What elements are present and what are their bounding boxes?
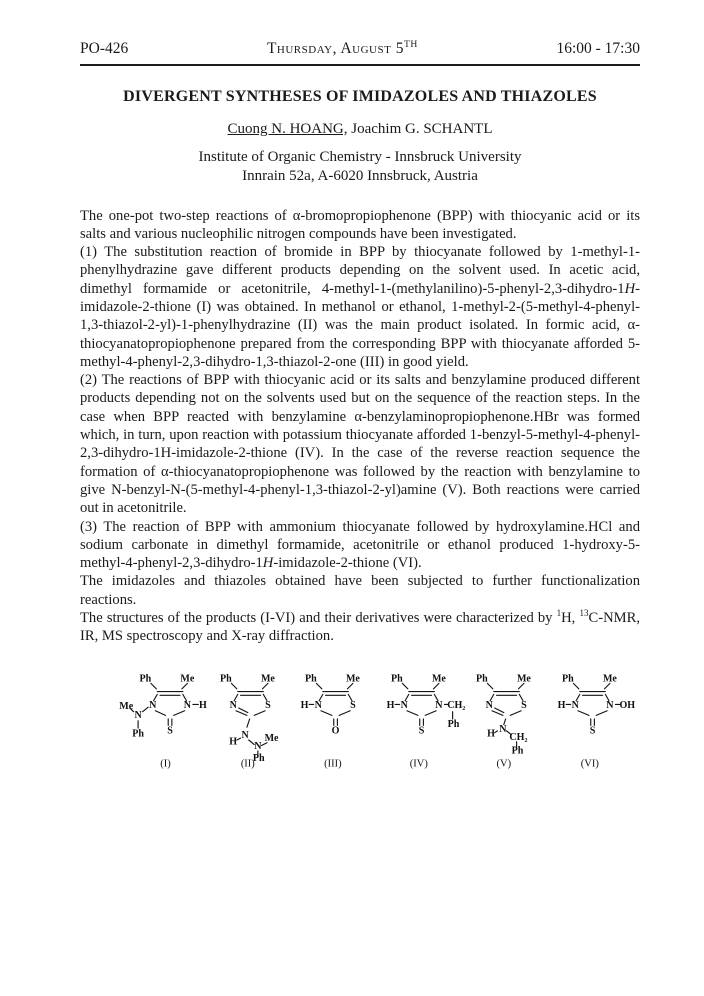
atom-benzyl-phenyl: Ph xyxy=(447,718,460,730)
abstract-paragraph: (1) The substitution reaction of bromide in BPP by thiocyanate followed by 1-methyl-1-phenylhydrazine gave different products depending on the solvent used. In acetic acid, dimethyl formamide or acetonitrile, 4-methyl-1-(methylanilino)-5-phenyl-2,3-dihydro-1H-imidazole-2-thione (I) was obtained. In methanol or ethanol, 1-methyl-2-(5-methyl-4-phenyl-1,3-thiazol-2-yl)-1-phenylhydrazine (II) was the main product isolated. In formic acid, α-thiocyanatopropiophenone prepared from the corresponding BPP with thiocyanate afforded 5-methyl-4-phenyl-2,3-dihydro-1,3-thiazol-2-one (III) in good yield. xyxy=(80,244,640,370)
atom-s-right: S xyxy=(521,699,528,711)
session-date-text: Thursday, August 5 xyxy=(266,40,404,57)
session-code: PO-426 xyxy=(80,40,129,57)
presenting-author: Cuong N. HOANG, xyxy=(227,121,348,137)
atom-s-right: S xyxy=(350,699,356,711)
atom-phenyl: Ph xyxy=(305,673,317,685)
atom-benzyl-ch2: CH₂ xyxy=(509,731,528,743)
structure-IV xyxy=(375,666,466,772)
atom-exo-n1: N xyxy=(241,729,249,741)
atom-benzyl-phenyl: Ph xyxy=(512,745,524,757)
atom-exo-phenyl: Ph xyxy=(132,727,144,739)
atom-exo-n2: N xyxy=(253,740,262,752)
atom-thione-s: S xyxy=(589,725,596,737)
structure-label: (V) xyxy=(496,758,512,770)
atom-phenyl: Ph xyxy=(219,673,232,685)
atom-thione-s: S xyxy=(418,725,425,737)
atom-h: H xyxy=(199,699,207,711)
abstract-paragraph: (2) The reactions of BPP with thiocyanic acid or its salts and benzylamine produced different products depending not on the solvents used but on the sequence of the reaction steps. In the case when BPP reacted with benzylamine α-benzylaminopropiophenone.HBr was formed which, in turn, upon reaction with potassium thiocyanate afforded 1-benzyl-5-methyl-4-phenyl-2,3-dihydro-1H-imidazole-2-thione (IV). In the case of the reverse reaction sequence the formation of α-thiocyanatopropiophenone was followed by the reaction with benzylamine to give N-benzyl-N-(5-methyl-4-phenyl-1,3-thiazol-2-yl)amine (V). Both reactions were carried out in acetonitrile. xyxy=(80,372,640,517)
session-date-ordinal: TH xyxy=(403,38,418,50)
atom-exo-methyl: Me xyxy=(119,700,134,712)
atom-n-left: N xyxy=(571,699,579,711)
structure-III xyxy=(289,666,373,772)
atom-s-right: S xyxy=(264,699,271,711)
atom-n-right: N xyxy=(606,699,614,711)
structure-label: (IV) xyxy=(409,758,428,770)
structure-I xyxy=(118,666,207,772)
atom-exo-n: N xyxy=(499,723,507,735)
abstract-paragraph: The one-pot two-step reactions of α-bromopropiophenone (BPP) with thiocyanic acid or its salts and various nucleophilic nitrogen compounds have been investigated. xyxy=(80,207,640,242)
session-header xyxy=(80,40,640,66)
atom-benzyl-ch2: CH₂ xyxy=(447,699,466,711)
atom-n-left: N xyxy=(314,699,323,711)
abstract-paragraph: The structures of the products (I-VI) and their derivatives were characterized by $^1$H, $^{13}$C-NMR, IR, MS spectroscopy and X-ray diffraction. xyxy=(80,608,641,645)
atom-phenyl: Ph xyxy=(390,673,403,685)
atom-methyl: Me xyxy=(602,673,617,685)
atom-h: H xyxy=(557,699,566,711)
atom-methyl: Me xyxy=(180,673,195,685)
atom-n-right: N xyxy=(183,699,192,711)
structure-label: (II) xyxy=(240,758,255,770)
atom-n-left: N xyxy=(229,699,237,711)
affiliation xyxy=(80,148,640,186)
coauthor: Joachim G. SCHANTL xyxy=(347,121,493,137)
structure-label: (VI) xyxy=(580,758,599,770)
session-date xyxy=(128,40,556,58)
abstract-body xyxy=(80,207,640,646)
abstract-paragraph: (3) The reaction of BPP with ammonium thiocyanate followed by hydroxylamine.HCl and sodium carbonate in dimethyl formamide, acetonitrile or ethanol produced 1-hydroxy-5-methyl-4-phenyl-2,3-dihydro-1H-imidazole-2-thione (VI). xyxy=(80,518,640,572)
affiliation-address: Innrain 52a, A-6020 Innsbruck, Austria xyxy=(242,167,478,184)
atom-oxo-o: O xyxy=(331,725,340,737)
author-line xyxy=(80,121,640,138)
atom-methyl: Me xyxy=(517,673,532,685)
paper-title: DIVERGENT SYNTHESES OF IMIDAZOLES AND THIAZOLES xyxy=(123,88,597,105)
structure-VI xyxy=(546,666,636,772)
atom-phenyl: Ph xyxy=(139,673,152,685)
atom-n-left: N xyxy=(485,699,494,711)
atom-exo-phenyl: Ph xyxy=(252,752,265,764)
atom-h: H xyxy=(386,699,395,711)
atom-phenyl: Ph xyxy=(562,673,574,685)
atom-h: H xyxy=(228,736,237,748)
abstract-paragraph: The imidazoles and thiazoles obtained have been subjected to further functionalization reactions. xyxy=(80,573,640,608)
structure-II xyxy=(204,666,288,772)
atom-n-left: N xyxy=(400,699,408,711)
atom-methyl: Me xyxy=(346,673,361,685)
session-time: 16:00 - 17:30 xyxy=(556,40,640,57)
atom-hydroxy: OH xyxy=(619,699,636,711)
atom-methyl: Me xyxy=(431,673,446,685)
structures-row xyxy=(80,666,640,772)
atom-h: H xyxy=(300,699,309,711)
affiliation-institute: Institute of Organic Chemistry - Innsbruck University xyxy=(198,149,522,165)
atom-n-right: N xyxy=(435,699,443,711)
atom-phenyl: Ph xyxy=(476,673,489,685)
atom-h: H xyxy=(487,727,496,739)
structure-label: (I) xyxy=(160,758,171,770)
atom-methyl: Me xyxy=(260,673,275,685)
structure-label: (III) xyxy=(324,758,342,770)
atom-exo-methyl: Me xyxy=(264,732,279,744)
atom-thione-s: S xyxy=(167,725,173,737)
atom-exo-n: N xyxy=(134,709,142,721)
atom-n-left: N xyxy=(149,699,157,711)
structure-V xyxy=(460,666,544,772)
